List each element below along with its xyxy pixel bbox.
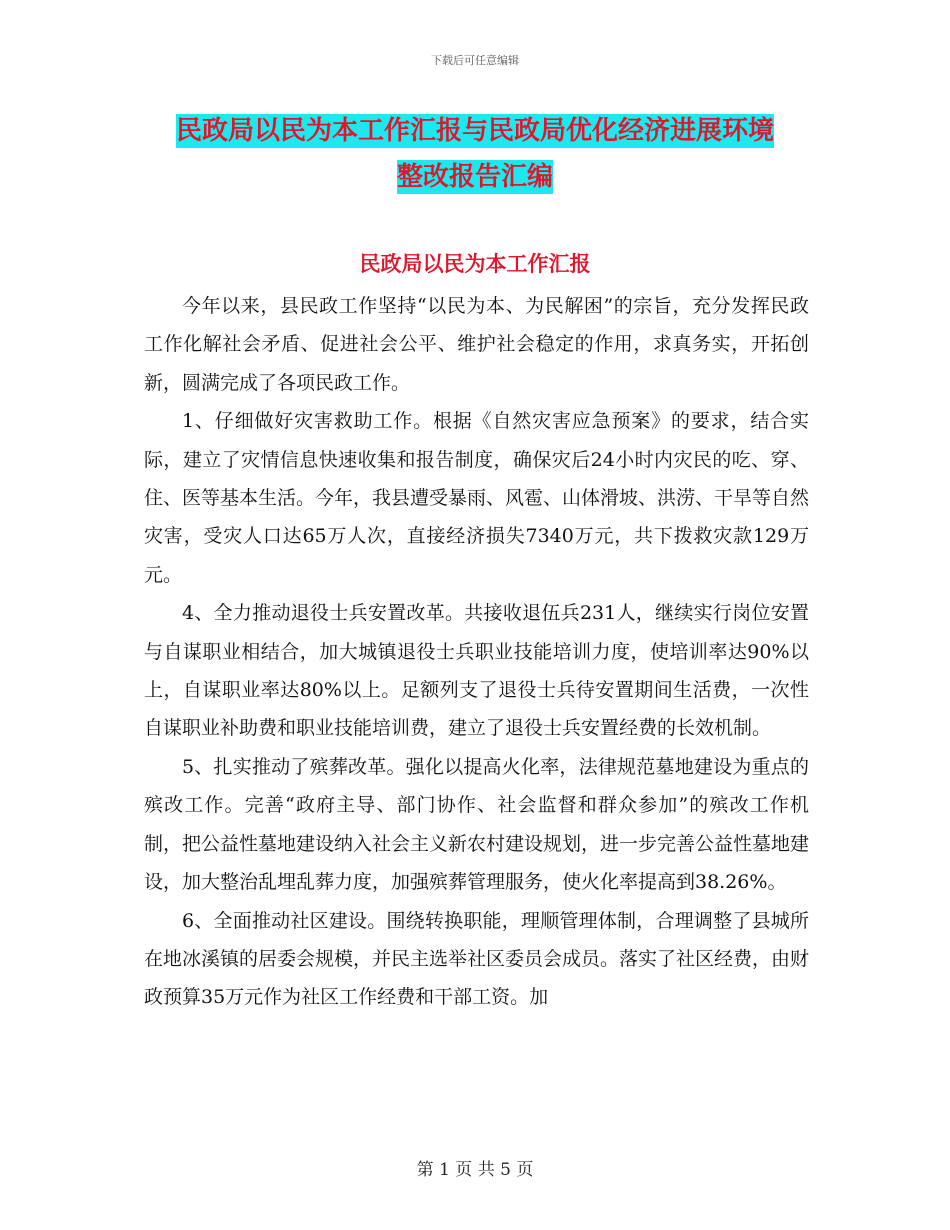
title-line-1: 民政局以民为本工作汇报与民政局优化经济进展环境	[175, 116, 774, 146]
paragraph: 6、全面推动社区建设。围绕转换职能，理顺管理体制，合理调整了县城所在地冰溪镇的居委会规模，并民主选举社区委员会成员。落实了社区经费，由财政预算35万元作为社区工作经费和干部工资。加	[144, 909, 810, 1009]
header-note: 下载后可任意编辑	[431, 54, 519, 67]
paragraph: 1、仔细做好灾害救助工作。根据《自然灾害应急预案》的要求，结合实际，建立了灾情信息快速收集和报告制度，确保灾后24小时内灾民的吃、穿、住、医等基本生活。今年，我县遭受暴雨、风雹、山体滑坡、洪涝、干旱等自然灾害，受灾人口达65万人次，直接经济损失7340万元，共下拨救灾款129万元。	[144, 410, 810, 586]
title-line-2: 整改报告汇编	[396, 162, 553, 192]
section-title: 民政局以民为本工作汇报	[359, 252, 591, 276]
paragraph: 今年以来，县民政工作坚持“以民为本、为民解困”的宗旨，充分发挥民政工作化解社会矛盾、促进社会公平、维护社会稳定的作用，求真务实，开拓创新，圆满完成了各项民政工作。	[144, 295, 809, 394]
paragraph: 4、全力推动退役士兵安置改革。共接收退伍兵231人，继续实行岗位安置与自谋职业相结合，加大城镇退役士兵职业技能培训力度，使培训率达90%以上，自谋职业率达80%以上。足额列支了退役士兵待安置期间生活费，一次性自谋职业补助费和职业技能培训费，建立了退役士兵安置经费的长效机制。	[144, 602, 809, 740]
paragraph: 5、扎实推动了殡葬改革。强化以提高火化率，法律规范墓地建设为重点的殡改工作。完善“政府主导、部门协作、社会监督和群众参加”的殡改工作机制，把公益性墓地建设纳入社会主义新农村建设规划，进一步完善公益性墓地建设，加大整治乱埋乱葬力度，加强殡葬管理服务，使火化率提高到38.26%。	[144, 755, 810, 894]
document-title	[0, 108, 950, 200]
body-text	[144, 287, 809, 1017]
page-footer: 第 1 页 共 5 页	[416, 1160, 534, 1180]
